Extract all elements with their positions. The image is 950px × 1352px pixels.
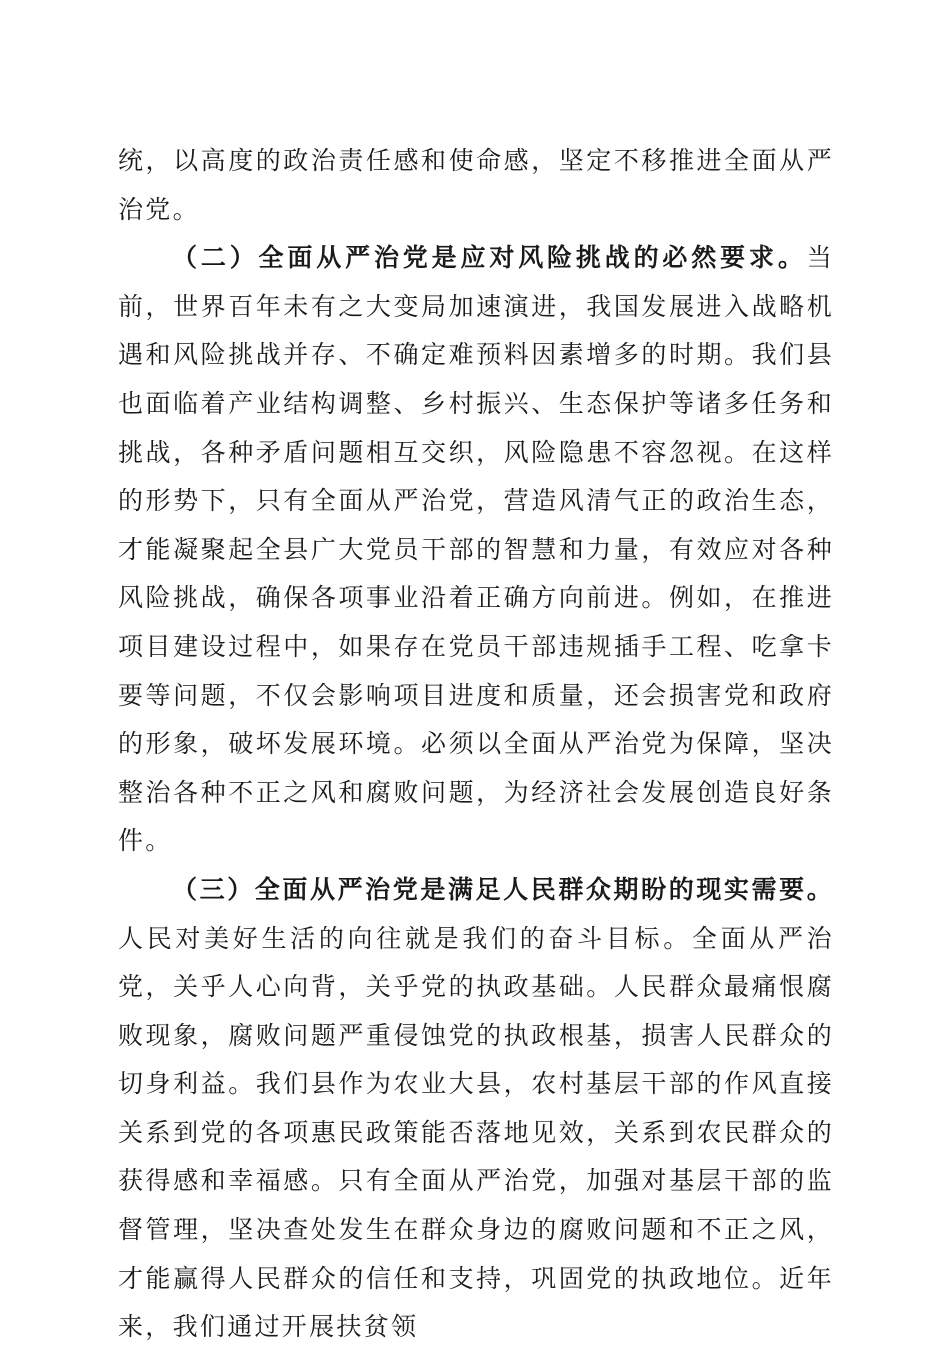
section-heading: （三）全面从严治党是满足人民群众期盼的现实需要。 — [172, 874, 834, 904]
document-body — [118, 137, 834, 1352]
paragraph-section-3 — [118, 866, 834, 1352]
paragraph-text: 当前，世界百年未有之大变局加速演进，我国发展进入战略机遇和风险挑战并存、不确定难预料因素增多的时期。我们县也面临着产业结构调整、乡村振兴、生态保护等诸多任务和挑战，各种矛盾问题相互交织，风险隐患不容忽视。在这样的形势下，只有全面从严治党，营造风清气正的政治生态，才能凝聚起全县广大党员干部的智慧和力量，有效应对各种风险挑战，确保各项事业沿着正确方向前进。例如，在推进项目建设过程中，如果存在党员干部违规插手工程、吃拿卡要等问题，不仅会影响项目进度和质量，还会损害党和政府的形象，破坏发展环境。必须以全面从严治党为保障，坚决整治各种不正之风和腐败问题，为经济社会发展创造良好条件。 — [118, 243, 834, 856]
paragraph-section-2 — [118, 234, 834, 866]
paragraph-text: 统，以高度的政治责任感和使命感，坚定不移推进全面从严治党。 — [118, 146, 834, 224]
paragraph-continuation — [118, 137, 834, 234]
paragraph-text: 人民对美好生活的向往就是我们的奋斗目标。全面从严治党，关乎人心向背，关乎党的执政基础。人民群众最痛恨腐败现象，腐败问题严重侵蚀党的执政根基，损害人民群众的切身利益。我们县作为农业大县，农村基层干部的作风直接关系到党的各项惠民政策能否落地见效，关系到农民群众的获得感和幸福感。只有全面从严治党，加强对基层干部的监督管理，坚决查处发生在群众身边的腐败问题和不正之风，才能赢得人民群众的信任和支持，巩固党的执政地位。近年来，我们通过开展扶贫领 — [118, 923, 834, 1342]
section-heading: （二）全面从严治党是应对风险挑战的必然要求。 — [172, 243, 807, 273]
